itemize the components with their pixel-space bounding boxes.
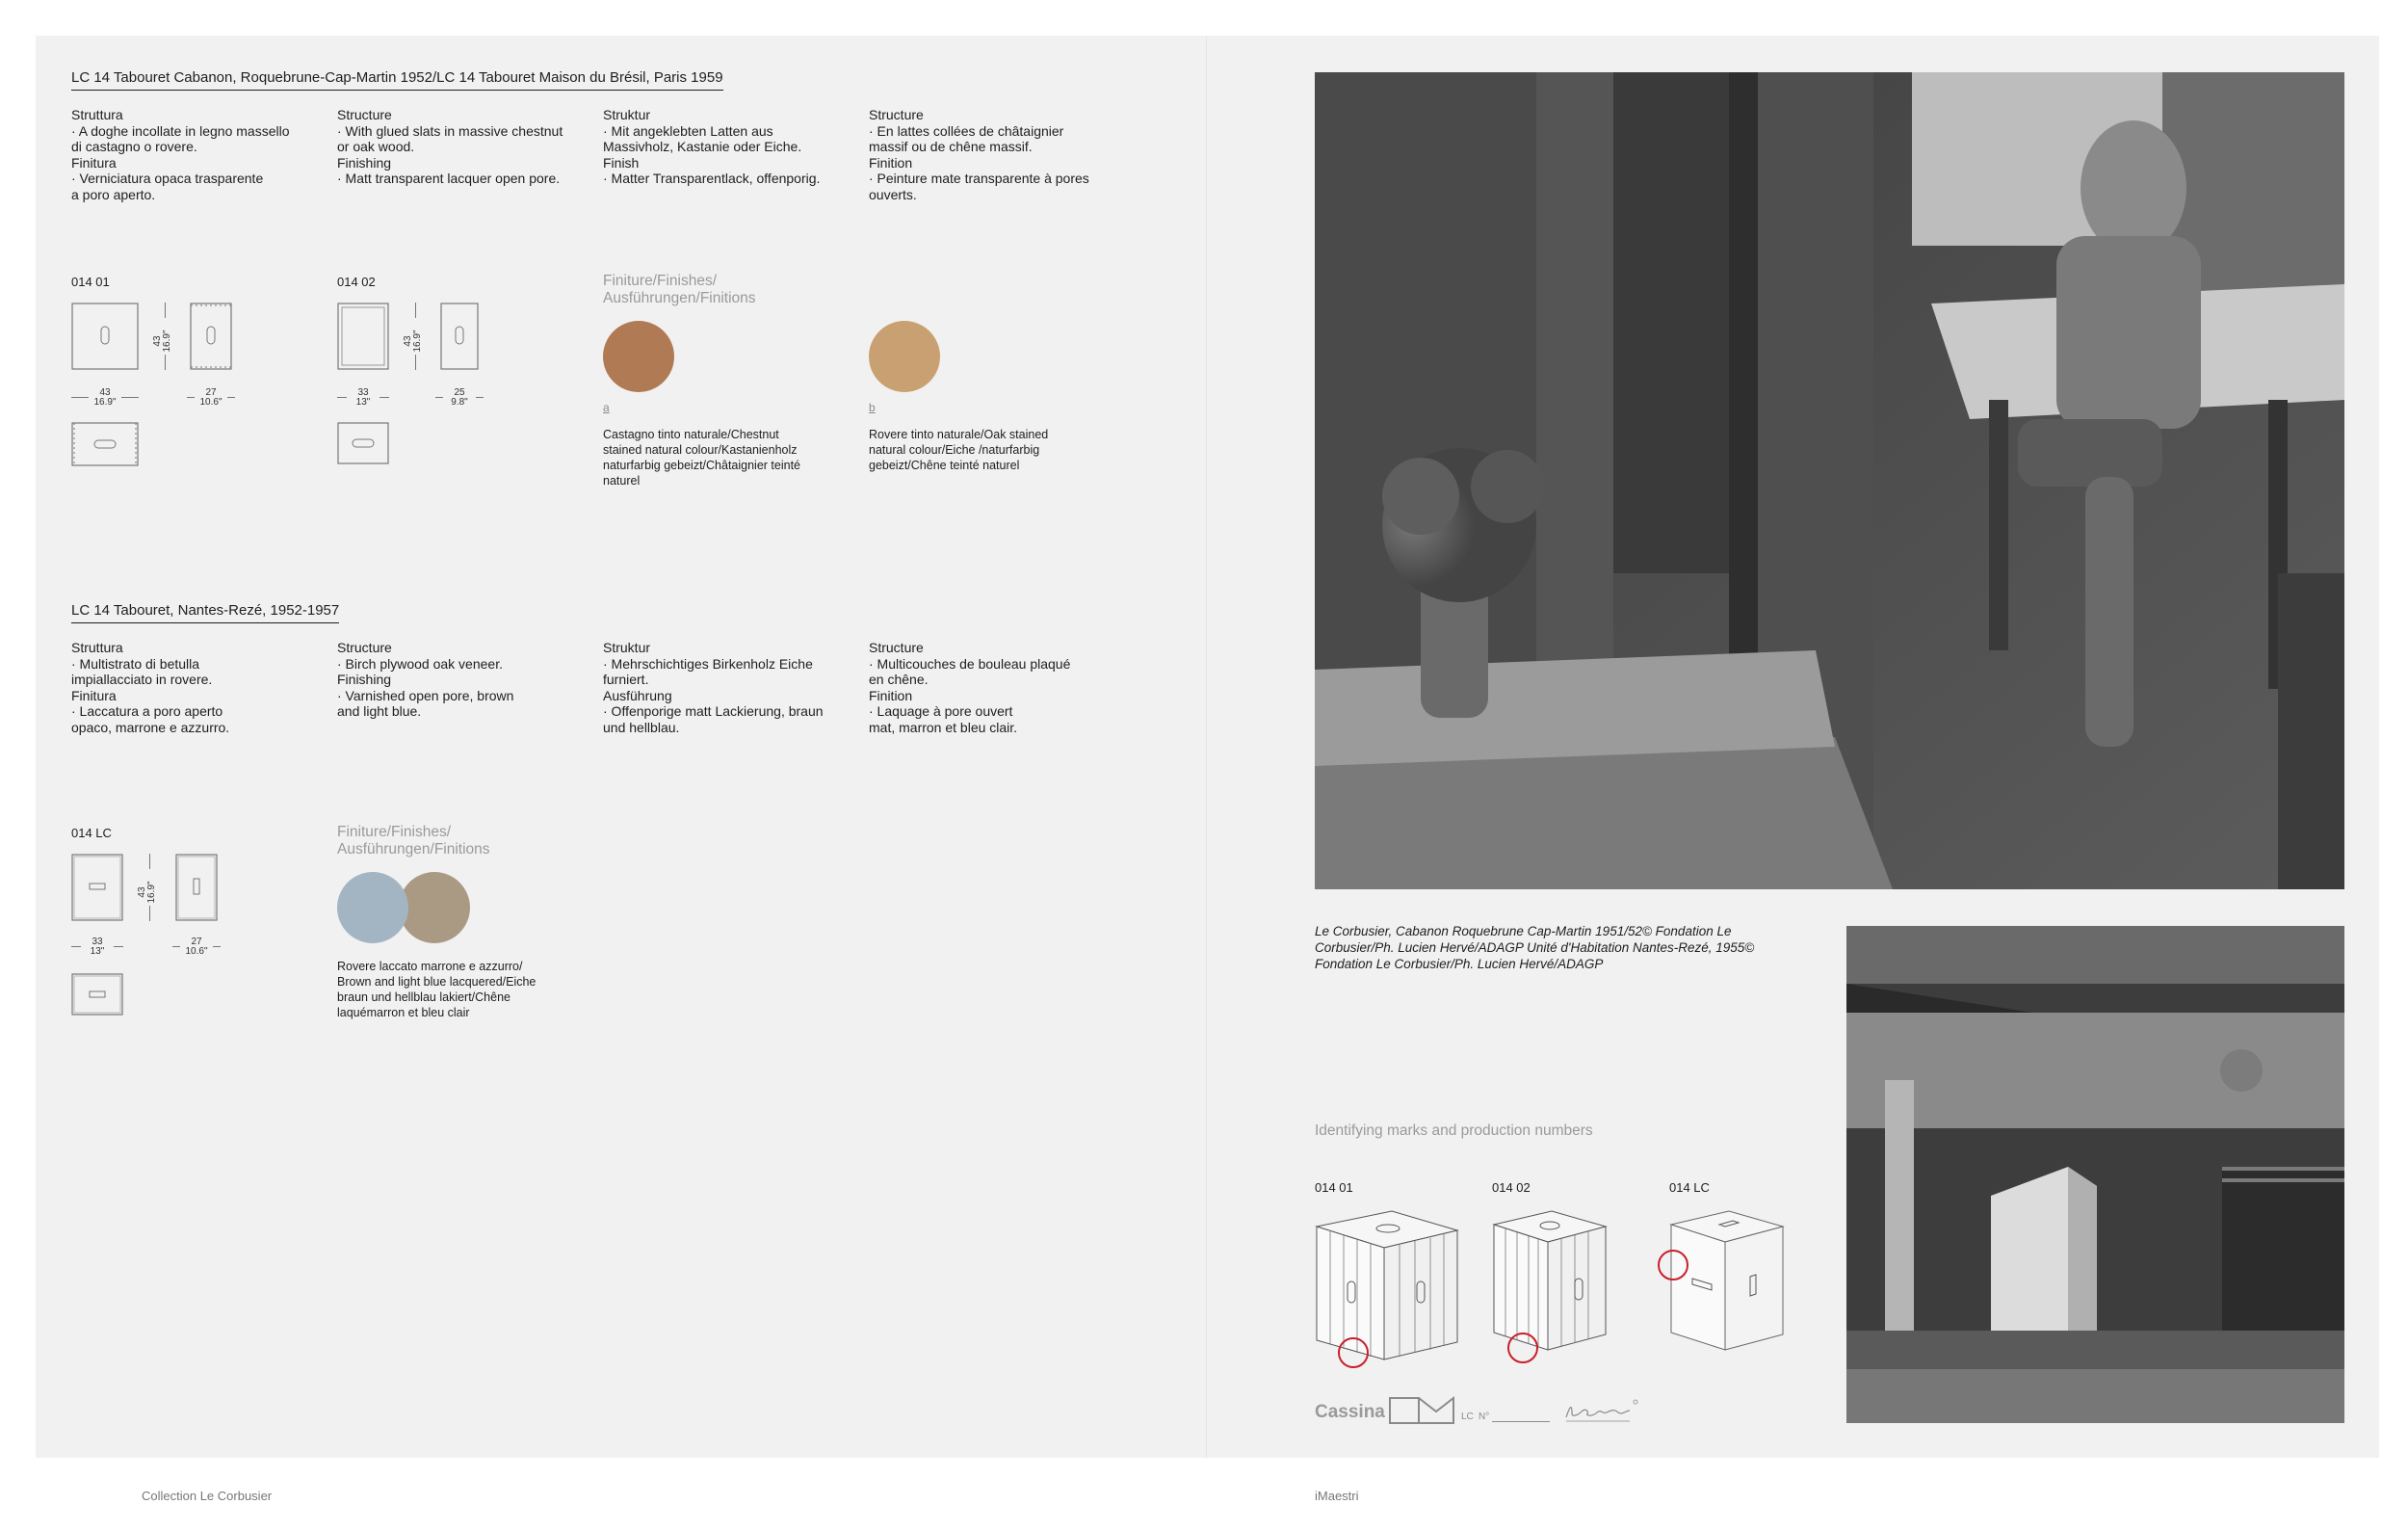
dim-in: 10.6" — [199, 397, 222, 408]
finish-swatch-chestnut — [603, 321, 674, 392]
text-line: stained natural colour/Kastanienholz — [603, 443, 798, 457]
text-line: Struktur — [603, 640, 651, 655]
text-line: Ausführung — [603, 687, 672, 703]
marks-title: Identifying marks and production numbers — [1315, 1122, 1593, 1139]
finish-swatch-brown — [399, 872, 470, 943]
stool-top-drawing — [337, 422, 389, 464]
mark-drawing-01402 — [1492, 1209, 1608, 1354]
section1-heading: LC 14 Tabouret Cabanon, Roquebrune-Cap-Martin 1952/LC 14 Tabouret Maison du Brésil, Paris 1959 — [71, 68, 723, 91]
text-line: · Multistrato di betulla — [71, 655, 200, 672]
text-line: Struttura — [71, 640, 123, 655]
text-line: Struttura — [71, 107, 123, 122]
text-line: Finishing — [337, 672, 392, 687]
finish-description — [603, 427, 853, 488]
text-line: · Matter Transparentlack, offenporig. — [603, 171, 821, 186]
text-line: di castagno o rovere. — [71, 139, 197, 154]
product-code: 014 01 — [71, 275, 110, 289]
mark-drawing-01401 — [1315, 1209, 1459, 1363]
text-line: · With glued slats in massive chestnut — [337, 122, 563, 139]
photo-caption — [1315, 923, 1816, 972]
depth-dimension — [172, 937, 221, 963]
text-line: und hellblau. — [603, 719, 680, 735]
text-line: Finitura — [71, 687, 117, 703]
text-line: Finition — [869, 687, 913, 703]
mark-code: 014 LC — [1669, 1180, 1710, 1195]
text-line: natural colour/Eiche /naturfarbig — [869, 443, 1040, 457]
finish-description — [337, 959, 588, 1020]
text-line: Finition — [869, 154, 913, 171]
text-line: Le Corbusier, Cabanon Roquebrune Cap-Martin 1951/52© Fondation Le — [1315, 924, 1732, 938]
text-line: · Laccatura a poro aperto — [71, 703, 223, 719]
text-line: Structure — [337, 640, 392, 655]
mark-highlight-circle — [1338, 1337, 1369, 1368]
text-line: Structure — [869, 107, 924, 122]
text-line: Structure — [869, 640, 924, 655]
mark-code: 014 01 — [1315, 1180, 1353, 1195]
stool-front-drawing — [71, 854, 123, 921]
text-line: Finishing — [337, 154, 392, 171]
text-line: · Verniciatura opaca trasparente — [71, 171, 264, 186]
photo-nantes — [1846, 926, 2344, 1423]
text-line: naturel — [603, 474, 641, 488]
section1-col-fr — [869, 107, 1129, 202]
title-line: Finiture/Finishes/ — [337, 824, 452, 840]
text-line: gebeizt/Chêne teinté naturel — [869, 459, 1020, 472]
dim-cm: 43 — [99, 387, 111, 398]
text-line: naturfarbig gebeizt/Châtaignier teinté — [603, 459, 800, 472]
product-code: 014 LC — [71, 826, 112, 840]
text-line: and light blue. — [337, 703, 422, 719]
text-line: · Mehrschichtiges Birkenholz Eiche — [603, 655, 813, 672]
product-code: 014 02 — [337, 275, 376, 289]
text-line: opaco, marrone e azzurro. — [71, 719, 230, 735]
text-line: Rovere laccato marrone e azzurro/ — [337, 960, 523, 973]
section2-col-fr — [869, 640, 1129, 735]
text-line: · Matt transparent lacquer open pore. — [337, 171, 561, 186]
text-line: or oak wood. — [337, 139, 415, 154]
stool-top-drawing — [71, 422, 139, 466]
text-line: a poro aperto. — [71, 186, 156, 202]
mark-highlight-circle — [1507, 1333, 1538, 1363]
dim-in: 16.9" — [162, 330, 172, 353]
stool-top-drawing — [71, 973, 123, 1016]
dim-cm: 27 — [191, 937, 202, 947]
text-line: impiallacciato in rovere. — [71, 672, 213, 687]
dim-cm: 33 — [357, 387, 369, 398]
brand-stamp-icon — [1389, 1396, 1454, 1425]
title-line: Ausführungen/Finitions — [603, 290, 756, 306]
text-line: laquémarron et bleu clair — [337, 1006, 470, 1019]
footer-series: iMaestri — [1315, 1489, 1359, 1503]
text-line: · Laquage à pore ouvert — [869, 703, 1013, 719]
finish-letter: a — [603, 401, 610, 414]
text-line: Castagno tinto naturale/Chestnut — [603, 428, 779, 441]
text-line: Brown and light blue lacquered/Eiche — [337, 975, 537, 989]
stamp-number-line — [1492, 1421, 1550, 1422]
dim-in: 16.9" — [412, 330, 423, 353]
text-line: · Birch plywood oak veneer. — [337, 655, 503, 672]
brand-logo: Cassina — [1315, 1402, 1385, 1422]
stool-front-drawing — [71, 303, 139, 370]
text-line: Rovere tinto naturale/Oak stained — [869, 428, 1049, 441]
section1-col-en — [337, 107, 597, 187]
title-line: Ausführungen/Finitions — [337, 841, 490, 858]
text-line: braun und hellblau lakiert/Chêne — [337, 990, 510, 1004]
text-line: · Mit angeklebten Latten aus — [603, 122, 773, 139]
section2-col-it — [71, 640, 331, 735]
width-dimension — [71, 937, 123, 963]
text-line: Finish — [603, 154, 640, 171]
text-line: Fondation Le Corbusier/Ph. Lucien Hervé/ADAGP — [1315, 957, 1604, 971]
width-dimension — [71, 388, 139, 413]
finish-swatch-oak — [869, 321, 940, 392]
mark-code: 014 02 — [1492, 1180, 1531, 1195]
text-line: · Multicouches de bouleau plaqué — [869, 655, 1071, 672]
mark-highlight-circle — [1658, 1250, 1688, 1280]
dim-cm: 43 — [403, 335, 413, 347]
dim-in: 13" — [90, 946, 105, 957]
section2-col-de — [603, 640, 863, 735]
text-line: · Offenporige matt Lackierung, braun — [603, 703, 824, 719]
text-line: · Varnished open pore, brown — [337, 687, 514, 703]
text-line: Finitura — [71, 154, 117, 171]
finishes-title — [337, 824, 490, 858]
finish-swatch-light-blue — [337, 872, 408, 943]
signature-icon — [1562, 1398, 1639, 1425]
height-dimension — [153, 303, 172, 370]
text-line: · A doghe incollate in legno massello — [71, 122, 290, 139]
dim-cm: 43 — [137, 886, 147, 898]
text-line: furniert. — [603, 672, 649, 687]
stool-front-drawing — [337, 303, 389, 370]
dim-in: 16.9" — [93, 397, 117, 408]
text-line: en chêne. — [869, 672, 929, 687]
catalog-spread — [36, 36, 2379, 1458]
dim-cm: 33 — [92, 937, 103, 947]
mark-drawing-014lc — [1669, 1209, 1785, 1354]
text-line: Massivholz, Kastanie oder Eiche. — [603, 139, 802, 154]
section2-heading: LC 14 Tabouret, Nantes-Rezé, 1952-1957 — [71, 601, 339, 623]
dim-in: 10.6" — [185, 946, 208, 957]
photo-cabanon — [1315, 72, 2344, 889]
stamp-number-label: N° — [1479, 1412, 1490, 1422]
dim-in: 9.8" — [451, 397, 468, 408]
stool-side-drawing — [190, 303, 232, 370]
dim-in: 13" — [355, 397, 371, 408]
stamp-lc-label: LC — [1461, 1412, 1474, 1422]
dim-cm: 25 — [454, 387, 465, 398]
text-line: · En lattes collées de châtaignier — [869, 122, 1064, 139]
finish-description — [869, 427, 1119, 473]
text-line: Structure — [337, 107, 392, 122]
text-line: Corbusier/Ph. Lucien Hervé/ADAGP Unité d'Habitation Nantes-Rezé, 1955© — [1315, 940, 1755, 955]
page-gutter — [1206, 36, 1207, 1458]
text-line: mat, marron et bleu clair. — [869, 719, 1018, 735]
width-dimension — [337, 388, 389, 413]
depth-dimension — [187, 388, 235, 413]
text-line: massif ou de chêne massif. — [869, 139, 1033, 154]
section2-col-en — [337, 640, 597, 720]
text-line: Struktur — [603, 107, 651, 122]
height-dimension — [138, 854, 157, 921]
finish-letter: b — [869, 401, 876, 414]
finishes-title — [603, 273, 756, 307]
dim-cm: 43 — [152, 335, 163, 347]
dim-cm: 27 — [205, 387, 217, 398]
text-line: · Peinture mate transparente à pores — [869, 171, 1089, 186]
dim-in: 16.9" — [146, 881, 157, 904]
title-line: Finiture/Finishes/ — [603, 273, 718, 289]
height-dimension — [404, 303, 423, 370]
stool-side-drawing — [175, 854, 218, 921]
depth-dimension — [435, 388, 484, 413]
text-line: ouverts. — [869, 186, 917, 202]
section1-col-it — [71, 107, 331, 202]
section1-col-de — [603, 107, 863, 187]
stool-side-drawing — [440, 303, 479, 370]
footer-collection: Collection Le Corbusier — [142, 1489, 273, 1503]
